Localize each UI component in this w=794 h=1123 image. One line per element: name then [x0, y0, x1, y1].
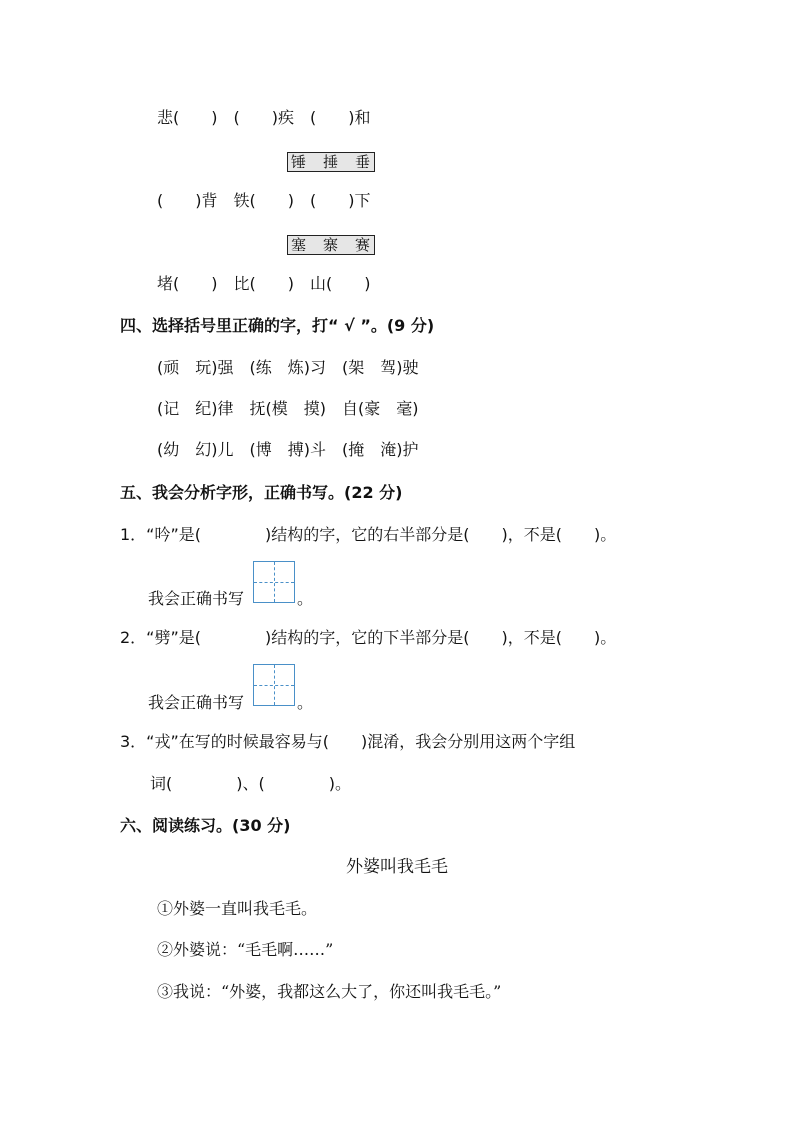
- fill-row-2: ( )背 铁( ) ( )下: [157, 191, 371, 210]
- passage-paragraph-3: ③我说：“外婆，我都这么大了，你还叫我毛毛。”: [157, 982, 502, 1001]
- char-options-box-2: 塞 寨 赛: [287, 235, 375, 255]
- passage-title: 外婆叫我毛毛: [346, 857, 448, 877]
- question-3-line-2: 词( )、( )。: [150, 774, 351, 793]
- passage-paragraph-2: ②外婆说：“毛毛啊……”: [157, 940, 334, 959]
- fill-row-3: 堵( ) 比( ) 山( ): [157, 274, 371, 293]
- choice-row-1: (顽 玩)强 (练 炼)习 (架 驾)驶: [157, 358, 419, 377]
- choice-row-2: (记 纪)律 抚(模 摸) 自(豪 毫): [157, 399, 419, 418]
- char-options-box-1: 锤 捶 垂: [287, 152, 375, 172]
- question-3-line-1: 3．“戎”在写的时候最容易与( )混淆，我会分别用这两个字组: [120, 732, 576, 751]
- question-2: 2．“劈”是( )结构的字，它的下半部分是( )，不是( )。: [120, 628, 617, 647]
- write-label-2: 我会正确书写: [148, 693, 245, 712]
- passage-paragraph-1: ①外婆一直叫我毛毛。: [157, 899, 318, 918]
- write-period-2: 。: [297, 693, 314, 712]
- write-period-1: 。: [297, 589, 314, 608]
- section-6-heading: 六、阅读练习。(30 分): [120, 816, 291, 835]
- writing-grid-2[interactable]: [253, 664, 295, 706]
- fill-row-1: 悲( ) ( )疾 ( )和: [157, 108, 371, 127]
- choice-row-3: (幼 幻)儿 (博 搏)斗 (掩 淹)护: [157, 440, 419, 459]
- question-1: 1．“吟”是( )结构的字，它的右半部分是( )，不是( )。: [120, 525, 617, 544]
- section-5-heading: 五、我会分析字形，正确书写。(22 分): [120, 483, 403, 502]
- writing-grid-1[interactable]: [253, 561, 295, 603]
- write-label-1: 我会正确书写: [148, 589, 245, 608]
- section-4-heading: 四、选择括号里正确的字，打“ √ ”。(9 分): [120, 316, 435, 335]
